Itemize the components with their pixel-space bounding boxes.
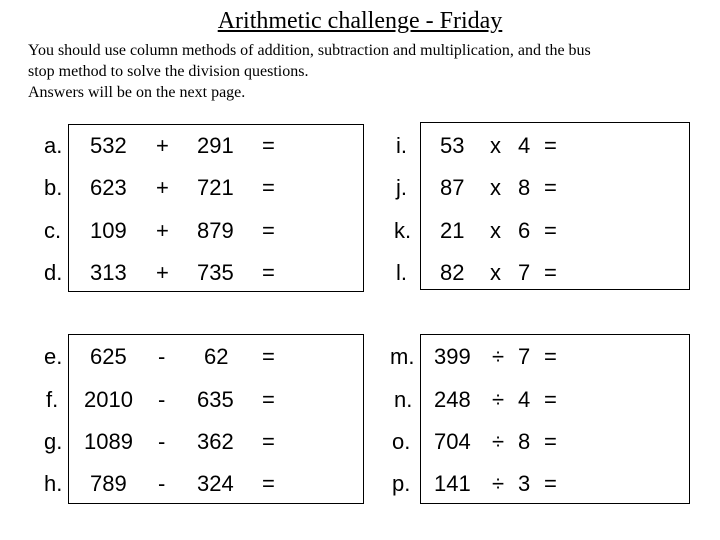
question-row (0, 380, 360, 420)
operator: + (156, 175, 169, 200)
operand-b: 721 (197, 175, 234, 200)
operator: ÷ (492, 387, 505, 412)
operand-b: 879 (197, 218, 234, 243)
question-row (380, 211, 700, 251)
operand-a: 623 (90, 175, 127, 200)
operand-a: 532 (90, 133, 127, 158)
equals-sign: = (544, 387, 557, 412)
question-label: o. (392, 429, 411, 454)
question-label: g. (44, 429, 63, 454)
question-label: i. (396, 133, 407, 158)
equals-sign: = (262, 429, 275, 454)
question-row (0, 253, 360, 293)
operand-b: 62 (204, 344, 229, 369)
operand-b: 8 (518, 175, 531, 200)
question-label: k. (394, 218, 412, 243)
operator: - (158, 471, 166, 496)
question-label: h. (44, 471, 63, 496)
operand-b: 4 (518, 387, 531, 412)
operand-a: 313 (90, 260, 127, 285)
equals-sign: = (544, 471, 557, 496)
operand-a: 248 (434, 387, 471, 412)
operator: x (490, 175, 501, 200)
operand-b: 324 (197, 471, 234, 496)
worksheet-title: Arithmetic challenge - Friday (217, 8, 503, 34)
operator: ÷ (492, 471, 505, 496)
question-label: b. (44, 175, 63, 200)
operand-a: 2010 (84, 387, 133, 412)
question-label: l. (396, 260, 407, 285)
equals-sign: = (262, 218, 275, 243)
operator: - (158, 429, 166, 454)
question-label: f. (46, 387, 59, 412)
equals-sign: = (544, 260, 557, 285)
equals-sign: = (544, 344, 557, 369)
question-row (0, 168, 360, 208)
operand-a: 704 (434, 429, 471, 454)
operand-b: 8 (518, 429, 531, 454)
operand-a: 625 (90, 344, 127, 369)
question-row (0, 211, 360, 251)
equals-sign: = (544, 133, 557, 158)
operand-a: 87 (440, 175, 465, 200)
operator: x (490, 218, 501, 243)
question-row (380, 126, 700, 166)
operand-b: 735 (197, 260, 234, 285)
operand-a: 21 (440, 218, 465, 243)
equals-sign: = (544, 429, 557, 454)
equals-sign: = (544, 218, 557, 243)
equals-sign: = (262, 471, 275, 496)
instruction-line: stop method to solve the division questions. (28, 63, 309, 80)
equals-sign: = (262, 133, 275, 158)
operand-b: 291 (197, 133, 234, 158)
operand-b: 7 (518, 344, 531, 369)
operand-b: 635 (197, 387, 234, 412)
operand-a: 141 (434, 471, 471, 496)
operand-a: 53 (440, 133, 465, 158)
question-label: p. (392, 471, 411, 496)
question-row (380, 380, 700, 420)
operand-b: 4 (518, 133, 531, 158)
equals-sign: = (262, 344, 275, 369)
question-label: m. (390, 344, 415, 369)
equals-sign: = (544, 175, 557, 200)
operator: + (156, 218, 169, 243)
operand-b: 7 (518, 260, 531, 285)
equals-sign: = (262, 175, 275, 200)
operator: x (490, 260, 501, 285)
operator: - (158, 344, 166, 369)
question-label: j. (396, 175, 407, 200)
instruction-line: You should use column methods of addition, subtraction and multiplication, and the bus (28, 42, 591, 59)
instruction-line: Answers will be on the next page. (28, 84, 246, 101)
operator: - (158, 387, 166, 412)
question-row (380, 168, 700, 208)
operand-b: 362 (197, 429, 234, 454)
question-label: e. (44, 344, 63, 369)
operator: x (490, 133, 501, 158)
equals-sign: = (262, 260, 275, 285)
question-row (0, 422, 360, 462)
question-row (0, 337, 360, 377)
question-label: a. (44, 133, 63, 158)
question-row (380, 422, 700, 462)
question-row (0, 126, 360, 166)
operand-b: 6 (518, 218, 531, 243)
question-row (380, 253, 700, 293)
question-label: n. (394, 387, 413, 412)
operand-a: 109 (90, 218, 127, 243)
operand-b: 3 (518, 471, 531, 496)
operand-a: 789 (90, 471, 127, 496)
question-row (0, 464, 360, 504)
question-label: d. (44, 260, 63, 285)
operator: ÷ (492, 344, 505, 369)
operator: + (156, 260, 169, 285)
operator: ÷ (492, 429, 505, 454)
question-row (380, 337, 700, 377)
operand-a: 82 (440, 260, 465, 285)
operator: + (156, 133, 169, 158)
equals-sign: = (262, 387, 275, 412)
operand-a: 1089 (84, 429, 133, 454)
operand-a: 399 (434, 344, 471, 369)
question-row (380, 464, 700, 504)
question-label: c. (44, 218, 62, 243)
